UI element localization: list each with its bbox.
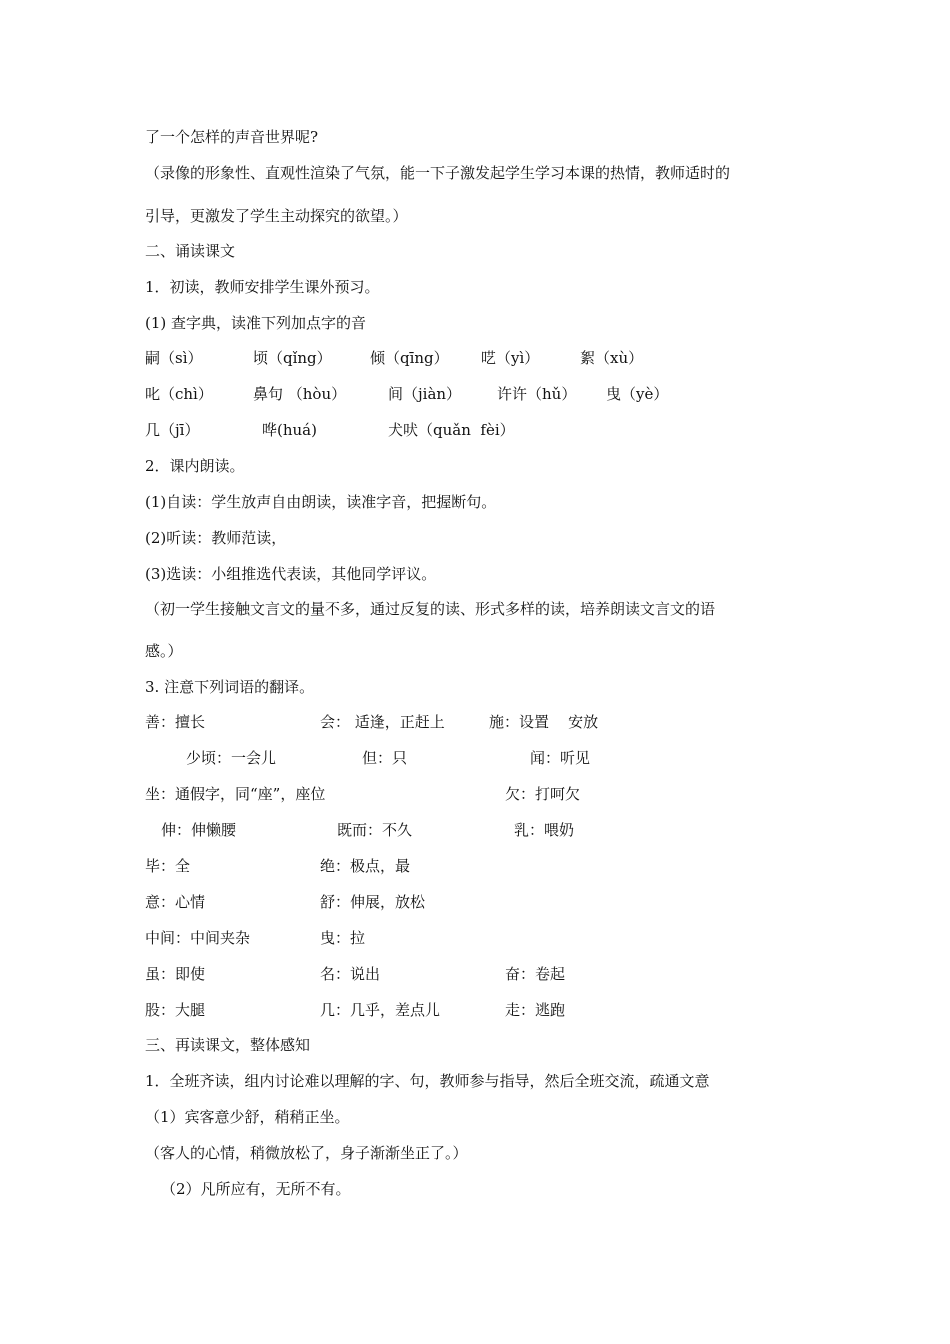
- pinyin-entry: 倾（qīng）: [370, 349, 449, 367]
- note-line: 感。）: [145, 642, 183, 660]
- pinyin-entry: 几（jī）: [145, 421, 200, 439]
- pinyin-entry: 哗(huá): [262, 421, 317, 439]
- pinyin-entry: 嗣（sì）: [145, 349, 203, 367]
- vocab-entry: 几：几乎，差点儿: [320, 1001, 441, 1019]
- list-subitem: (2)听读：教师范读，: [145, 529, 287, 547]
- vocab-entry: 舒：伸展，放松: [320, 893, 426, 911]
- vocab-entry: 坐：通假字，同“座”，座位: [145, 785, 326, 803]
- vocab-entry: 会： 适逢，正赶上: [320, 713, 445, 731]
- vocab-entry: 但：只: [362, 749, 408, 767]
- vocab-entry: 绝：极点，最: [320, 857, 411, 875]
- vocab-entry: 名：说出: [320, 965, 381, 983]
- list-item: 1．全班齐读，组内讨论难以理解的字、句，教师参与指导，然后全班交流，疏通文意: [145, 1072, 710, 1090]
- note-line: （录像的形象性、直观性渲染了气氛，能一下子激发起学生学习本课的热情，教师适时的: [145, 164, 731, 182]
- note-line: （初一学生接触文言文的量不多，通过反复的读、形式多样的读，培养朗读文言文的语: [145, 600, 716, 618]
- vocab-entry: 施：设置 安放: [489, 713, 599, 731]
- vocab-entry: 少顷：一会儿: [186, 749, 277, 767]
- note-line: （客人的心情，稍微放松了，身子渐渐坐正了。）: [145, 1144, 468, 1162]
- paragraph: 了一个怎样的声音世界呢?: [145, 128, 319, 146]
- vocab-entry: 欠：打呵欠: [505, 785, 581, 803]
- vocab-entry: 曳：拉: [320, 929, 366, 947]
- list-item: 3. 注意下列词语的翻译。: [145, 678, 315, 696]
- pinyin-entry: 叱（chì）: [145, 385, 213, 403]
- vocab-entry: 虽：即使: [145, 965, 206, 983]
- vocab-entry: 乳：喂奶: [514, 821, 575, 839]
- pinyin-entry: 顷（qǐng）: [253, 349, 332, 367]
- list-item: 2．课内朗读。: [145, 457, 245, 475]
- list-subitem: (1) 查字典，读准下列加点字的音: [145, 314, 367, 332]
- pinyin-entry: 呓（yì）: [481, 349, 540, 367]
- vocab-entry: 闻：听见: [530, 749, 591, 767]
- list-subitem: (1)自读：学生放声自由朗读，读准字音，把握断句。: [145, 493, 497, 511]
- section-heading: 二、诵读课文: [145, 242, 236, 260]
- vocab-entry: 毕：全: [145, 857, 191, 875]
- vocab-entry: 伸：伸懒腰: [161, 821, 237, 839]
- list-subitem: （1）宾客意少舒，稍稍正坐。: [145, 1108, 350, 1126]
- pinyin-entry: 絮（xù）: [580, 349, 644, 367]
- pinyin-entry: 曳（yè）: [606, 385, 669, 403]
- list-subitem: (3)选读：小组推选代表读，其他同学评议。: [145, 565, 437, 583]
- pinyin-entry: 间（jiàn）: [388, 385, 462, 403]
- note-line: 引导，更激发了学生主动探究的欲望。）: [145, 207, 408, 225]
- list-subitem: （2）凡所应有，无所不有。: [161, 1180, 351, 1198]
- pinyin-entry: 鼻句 （hòu）: [253, 385, 347, 403]
- vocab-entry: 既而：不久: [337, 821, 413, 839]
- vocab-entry: 股：大腿: [145, 1001, 206, 1019]
- vocab-entry: 奋：卷起: [505, 965, 566, 983]
- pinyin-entry: 犬吠（quǎn fèi）: [388, 421, 515, 439]
- vocab-entry: 走：逃跑: [505, 1001, 566, 1019]
- list-item: 1．初读，教师安排学生课外预习。: [145, 278, 380, 296]
- pinyin-entry: 许许（hǔ）: [497, 385, 577, 403]
- vocab-entry: 意：心情: [145, 893, 206, 911]
- section-heading: 三、再读课文，整体感知: [145, 1036, 311, 1054]
- vocab-entry: 中间：中间夹杂: [145, 929, 251, 947]
- vocab-entry: 善：擅长: [145, 713, 206, 731]
